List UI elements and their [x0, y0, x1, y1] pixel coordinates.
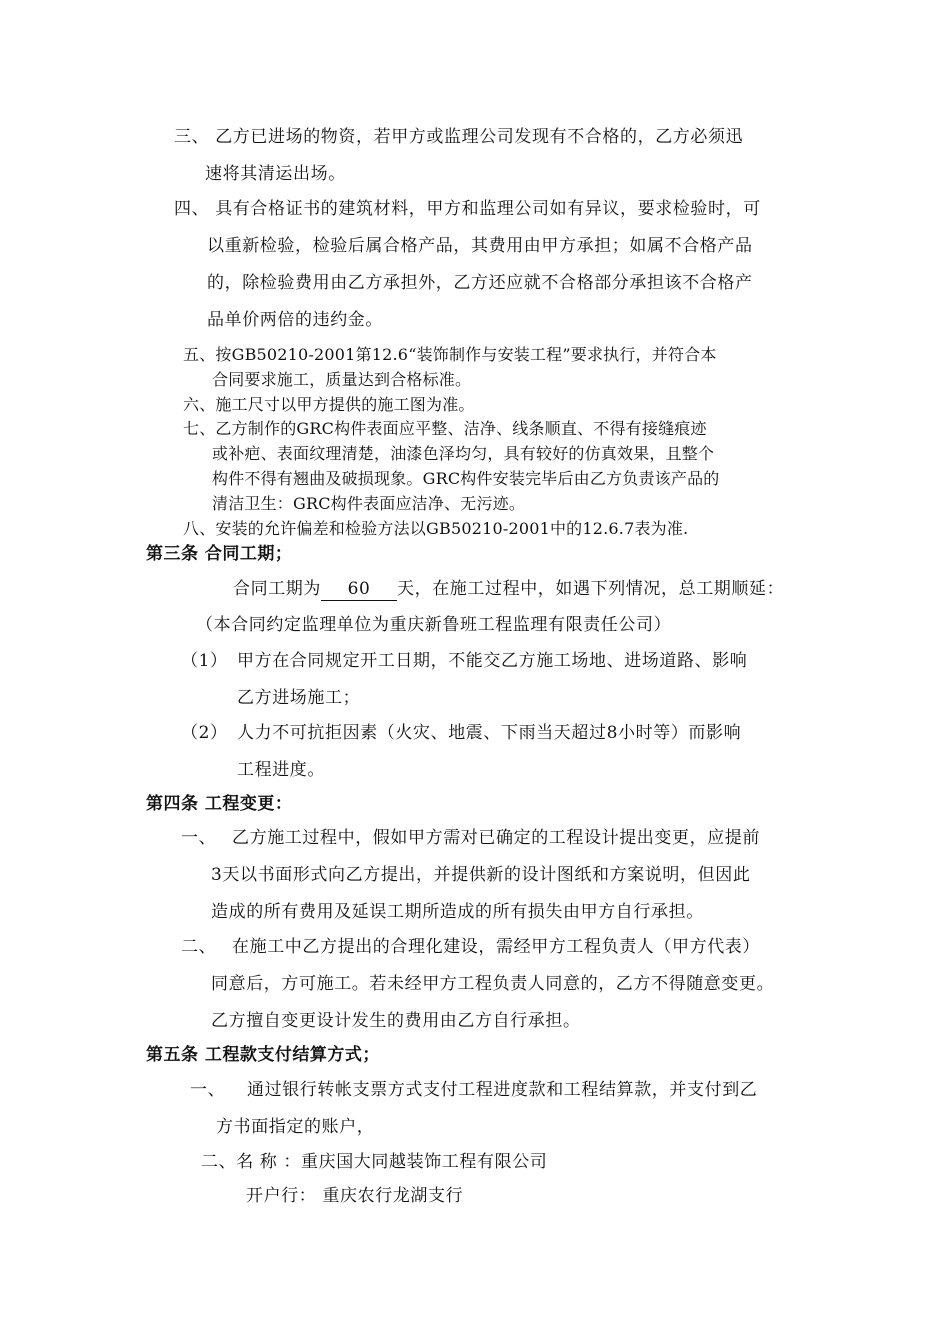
- duration-line: [233, 580, 784, 601]
- article-5-heading: 第五条 工程款支付结算方式；: [146, 1045, 380, 1065]
- supervisor-note: （本合同约定监理单位为重庆新鲁班工程监理有限责任公司）: [196, 615, 672, 635]
- item-2-number: （2）: [181, 723, 228, 743]
- clause-4-line-3: 的，除检验费用由乙方承担外，乙方还应就不合格部分承担该不合格产: [207, 273, 753, 293]
- clause-7-line-1: 七、乙方制作的GRC构件表面应平整、洁净、线条顺直、不得有接缝痕迹: [183, 419, 707, 438]
- item-1-line-1: 甲方在合同规定开工日期，不能交乙方施工场地、进场道路、影响: [237, 651, 748, 671]
- clause-7-line-2: 或补疤、表面纹理清楚，油漆色泽均匀，具有较好的仿真效果，且整个: [212, 444, 715, 463]
- account-bank-line: 开户行： 重庆农行龙湖支行: [246, 1186, 464, 1206]
- clause-4-line-4: 品单价两倍的违约金。: [207, 310, 383, 330]
- duration-suffix: 天，在施工过程中，如遇下列情况，总工期顺延：: [397, 579, 785, 599]
- clause-7-line-4: 清洁卫生：GRC构件表面应洁净、无污迹。: [212, 494, 526, 513]
- duration-prefix: 合同工期为: [233, 579, 321, 599]
- clause-3-line-2: 速将其清运出场。: [205, 164, 346, 184]
- clause-8-line: 八、安装的允许偏差和检验方法以GB50210-2001中的12.6.7表为准.: [183, 519, 689, 538]
- change-2-line-1: 在施工中乙方提出的合理化建设，需经甲方工程负责人（甲方代表）: [232, 937, 760, 957]
- clause-6-line: 六、施工尺寸以甲方提供的施工图为准。: [183, 395, 475, 414]
- clause-7-line-3: 构件不得有翘曲及破损现象。GRC构件安装完毕后由乙方负责该产品的: [212, 469, 720, 488]
- item-1-line-2: 乙方进场施工；: [237, 688, 361, 708]
- clause-4-line-1: 四、 具有合格证书的建筑材料，甲方和监理公司如有异议，要求检验时，可: [174, 199, 761, 219]
- clause-5-line-1: 五、按GB50210-2001第12.6“装饰制作与安装工程”要求执行，并符合本: [183, 345, 717, 364]
- item-2-line-2: 工程进度。: [237, 760, 325, 780]
- account-name-line: 二、名 称 ：重庆国大同越装饰工程有限公司: [201, 1152, 548, 1172]
- change-2-number: 二、: [181, 937, 217, 957]
- item-2-line-1: 人力不可抗拒因素（火灾、地震、下雨当天超过8小时等）而影响: [237, 723, 742, 743]
- change-1-line-3: 造成的所有费用及延误工期所造成的所有损失由甲方自行承担。: [211, 902, 704, 922]
- article-4-heading: 第四条 工程变更：: [146, 794, 293, 814]
- change-1-number: 一、: [181, 828, 217, 848]
- change-2-line-3: 乙方擅自变更设计发生的费用由乙方自行承担。: [211, 1011, 581, 1031]
- item-1-number: （1）: [181, 651, 228, 671]
- change-2-line-2: 同意后，方可施工。若未经甲方工程负责人同意的，乙方不得随意变更。: [211, 974, 775, 994]
- payment-1-number: 一、: [190, 1080, 226, 1100]
- change-1-line-1: 乙方施工过程中，假如甲方需对已确定的工程设计提出变更，应提前: [232, 828, 760, 848]
- clause-4-line-2: 以重新检验，检验后属合格产品，其费用由甲方承担；如属不合格产品: [207, 236, 753, 256]
- clause-5-line-2: 合同要求施工，质量达到合格标准。: [212, 370, 472, 389]
- change-1-line-2: 3天以书面形式向乙方提出，并提供新的设计图纸和方案说明，但因此: [211, 865, 751, 885]
- article-3-heading: 第三条 合同工期；: [146, 544, 293, 564]
- clause-3-line-1: 三、 乙方已进场的物资，若甲方或监理公司发现有不合格的，乙方必须迅: [174, 127, 744, 147]
- payment-1-line-2: 方书面指定的账户，: [216, 1117, 375, 1137]
- payment-1-line-1: 通过银行转帐支票方式支付工程进度款和工程结算款，并支付到乙: [247, 1080, 758, 1100]
- duration-days-value: 60: [321, 580, 397, 601]
